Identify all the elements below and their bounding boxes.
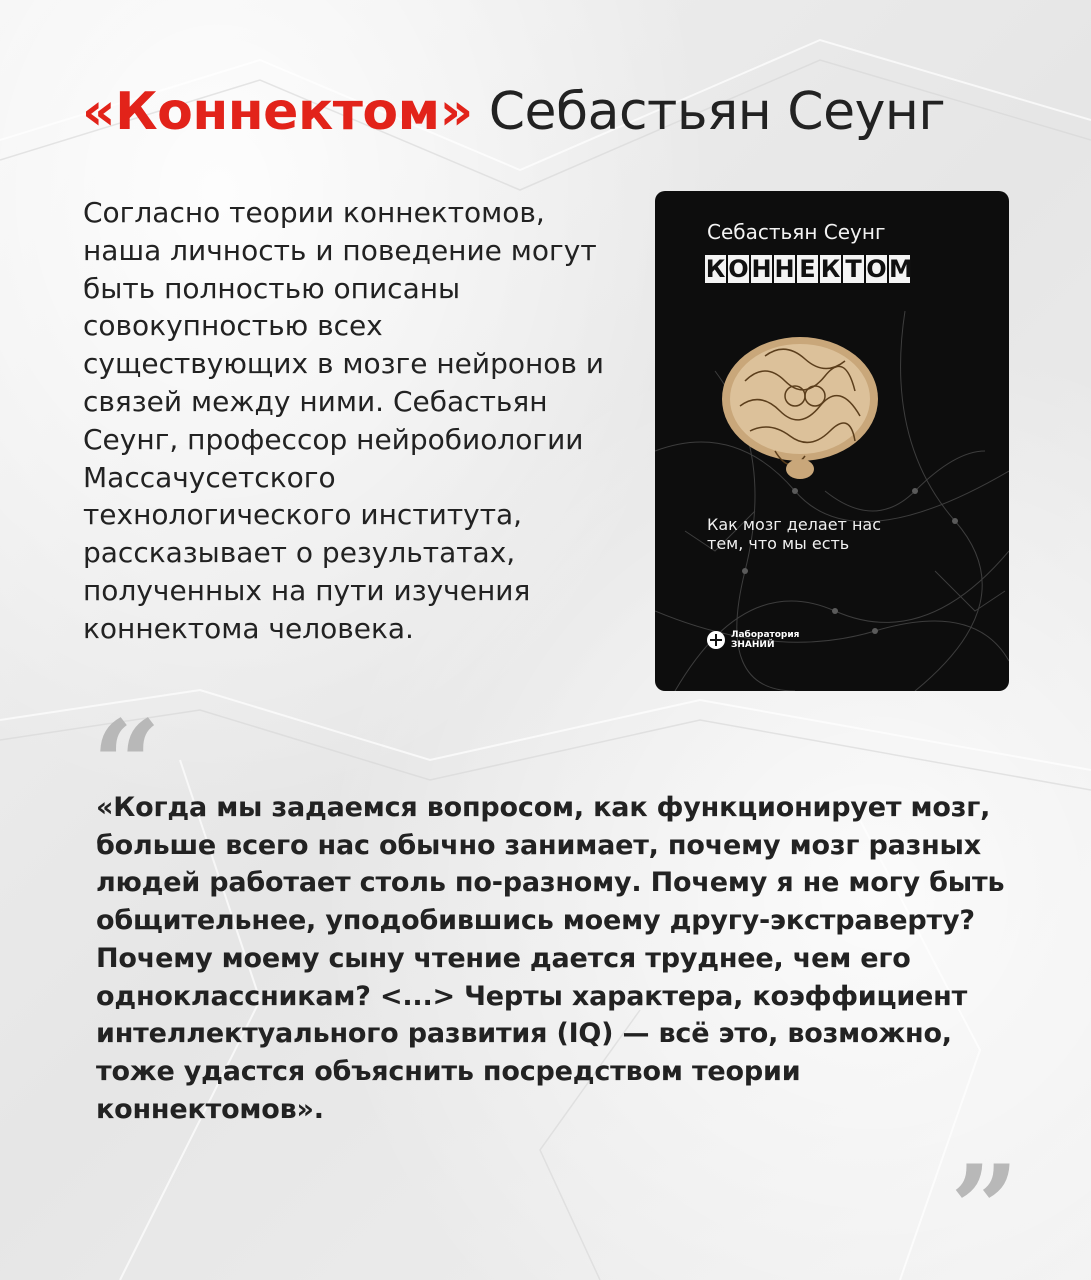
cover-title [705, 255, 913, 283]
cover-author: Себастьян Сеунг [707, 220, 886, 244]
book-title: «Коннектом» [82, 82, 473, 142]
publisher-name [731, 630, 799, 650]
close-quote-icon: ” [950, 1139, 1020, 1280]
cover-title-letter: Н [751, 255, 772, 283]
cover-title-letter: К [705, 255, 726, 283]
book-description: Согласно теории коннектомов, наша личность и поведение могут быть полностью описаны совокупностью всех существующих в мозге нейронов и связей между ними. Себастьян Сеунг, профессор нейробиологии Массачусетского технологического института, рассказывает о результатах, полученных на пути изучения коннектома человека. [83, 196, 605, 645]
book-cover [655, 191, 1009, 691]
cover-title-letter: О [728, 255, 749, 283]
publisher-name-line2: ЗНАНИЙ [731, 640, 775, 650]
page-title [82, 82, 945, 142]
cover-title-letter: К [820, 255, 841, 283]
publisher-icon [707, 631, 725, 649]
book-author: Себастьян Сеунг [488, 82, 946, 142]
cover-title-letter: Н [774, 255, 795, 283]
cover-title-letter: Е [797, 255, 818, 283]
publisher-name-line1: Лаборатория [731, 630, 800, 640]
open-quote-icon: “ [92, 694, 162, 835]
cover-title-letter: О [866, 255, 887, 283]
brain-illustration [722, 337, 878, 479]
book-quote: «Когда мы задаемся вопросом, как функционирует мозг, больше всего нас обычно занимает, почему мозг разных людей работает столь по-разному. Почему я не могу быть общительнее, уподобившись моему другу-экстраверту? Почему моему сыну чтение дается труднее, чем его одноклассникам? <...> Черты характера, коэффициент интеллектуального развития (IQ) — всё это, возможно, тоже удастся объяснить посредством теории коннектомов». [96, 792, 1005, 1125]
cover-title-letter: М [889, 255, 913, 283]
cover-title-letter: Т [843, 255, 864, 283]
publisher-logo [707, 630, 799, 650]
cover-subtitle: Как мозг делает нас тем, что мы есть [707, 515, 882, 553]
